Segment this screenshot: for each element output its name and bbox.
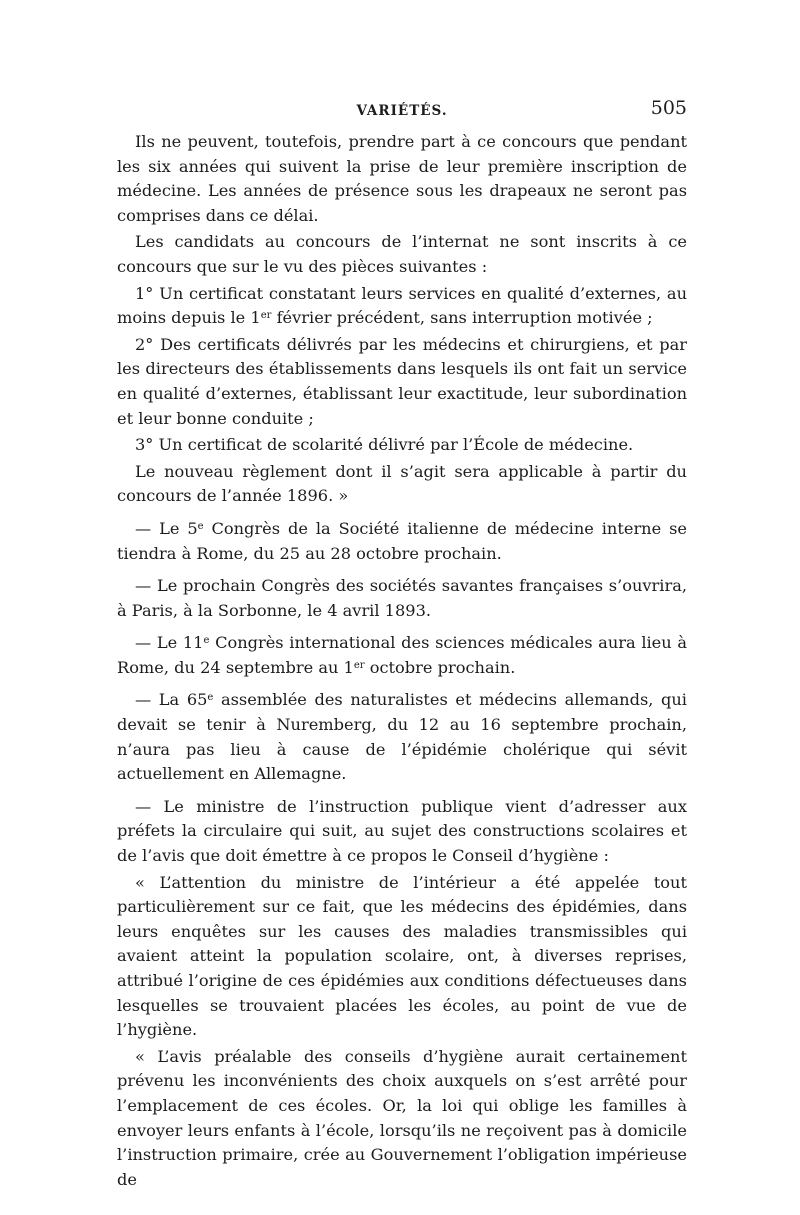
page-header bbox=[117, 97, 687, 125]
paragraph-minister-circular: — Le ministre de l’instruction publique vient d’adresser aux préfets la circulaire qui suit, au sujet des constructions scolaires et de l’avis que doit émettre à ce propos le Conseil d’hygiène : bbox=[117, 796, 687, 866]
ordinal-suffix: e bbox=[197, 520, 204, 532]
paragraph-candidates: Les candidats au concours de l’internat ne sont inscrits à ce concours que sur le vu des pièces suivantes : bbox=[117, 232, 687, 276]
paragraph-sorbonne-congress: — Le prochain Congrès des sociétés savantes françaises s’ouvrira, à Paris, à la Sorbonne, le 4 avril 1893. bbox=[117, 576, 687, 620]
paragraph-item-2: 2° Des certificats délivrés par les médecins et chirurgiens, et par les directeurs des établissements dans lesquels ils ont fait un service en qualité d’externes, établissant leur exactitude, leur subordination et leur bonne conduite ; bbox=[117, 334, 687, 428]
paragraph-quote-avis: « L’avis préalable des conseils d’hygiène aurait certainement prévenu les inconvénients des choix auxquels on s’est arrêté pour l’emplacement de ces écoles. Or, la loi qui oblige les familles à envoyer leurs enfants à l’école, lorsqu’ils ne reçoivent pas à domicile l’instruction primaire, crée au Gouvernement l’obligation impérieuse de bbox=[117, 1046, 687, 1189]
body-text bbox=[117, 130, 687, 1194]
paragraph-international-congress: — Le 11e Congrès international des sciences médicales aura lieu à Rome, du 24 septembre au 1er octobre prochain. bbox=[117, 633, 688, 677]
ordinal-suffix: er bbox=[353, 659, 365, 671]
paragraph-age-limit: Ils ne peuvent, toutefois, prendre part à ce concours que pendant les six années qui suivent la prise de leur première inscription de médecine. Les années de présence sous les drapeaux ne seront pas comprises dans ce délai. bbox=[117, 132, 687, 225]
paragraph-item-1: 1° Un certificat constatant leurs services en qualité d’externes, au moins depuis le 1er février précédent, sans interruption motivée ; bbox=[117, 283, 687, 328]
paragraph-item-3: 3° Un certificat de scolarité délivré par l’École de médecine. bbox=[135, 435, 634, 455]
paragraph-new-rule: Le nouveau règlement dont il s’agit sera applicable à partir du concours de l’année 1896. » bbox=[117, 461, 687, 506]
running-title: VARIÉTÉS. bbox=[356, 103, 448, 119]
ordinal-suffix: er bbox=[260, 310, 272, 322]
page-number: 505 bbox=[650, 97, 687, 119]
paragraph-quote-attention: « L’attention du ministre de l’intérieur a été appelée tout particulièrement sur ce fait, que les médecins des épidémies, dans leurs enquêtes sur les causes des maladies transmissibles qui avaient atteint la population scolaire, ont, à diverses reprises, attribué l’origine de ces épidémies aux conditions défectueuses dans lesquelles se trouvaient placées les écoles, au point de vue de l’hygiène. bbox=[117, 872, 687, 1040]
ordinal-suffix: e bbox=[203, 635, 210, 647]
paragraph-italian-congress: — Le 5e Congrès de la Société italienne de médecine interne se tiendra à Rome, du 25 au 28 octobre prochain. bbox=[117, 518, 687, 563]
ordinal-suffix: e bbox=[207, 692, 214, 704]
paragraph-german-assembly: — La 65e assemblée des naturalistes et médecins allemands, qui devait se tenir à Nuremberg, du 12 au 16 septembre prochain, n’aura pas lieu à cause de l’épidémie cholérique qui sévit actuellement en Allemagne. bbox=[117, 690, 687, 784]
